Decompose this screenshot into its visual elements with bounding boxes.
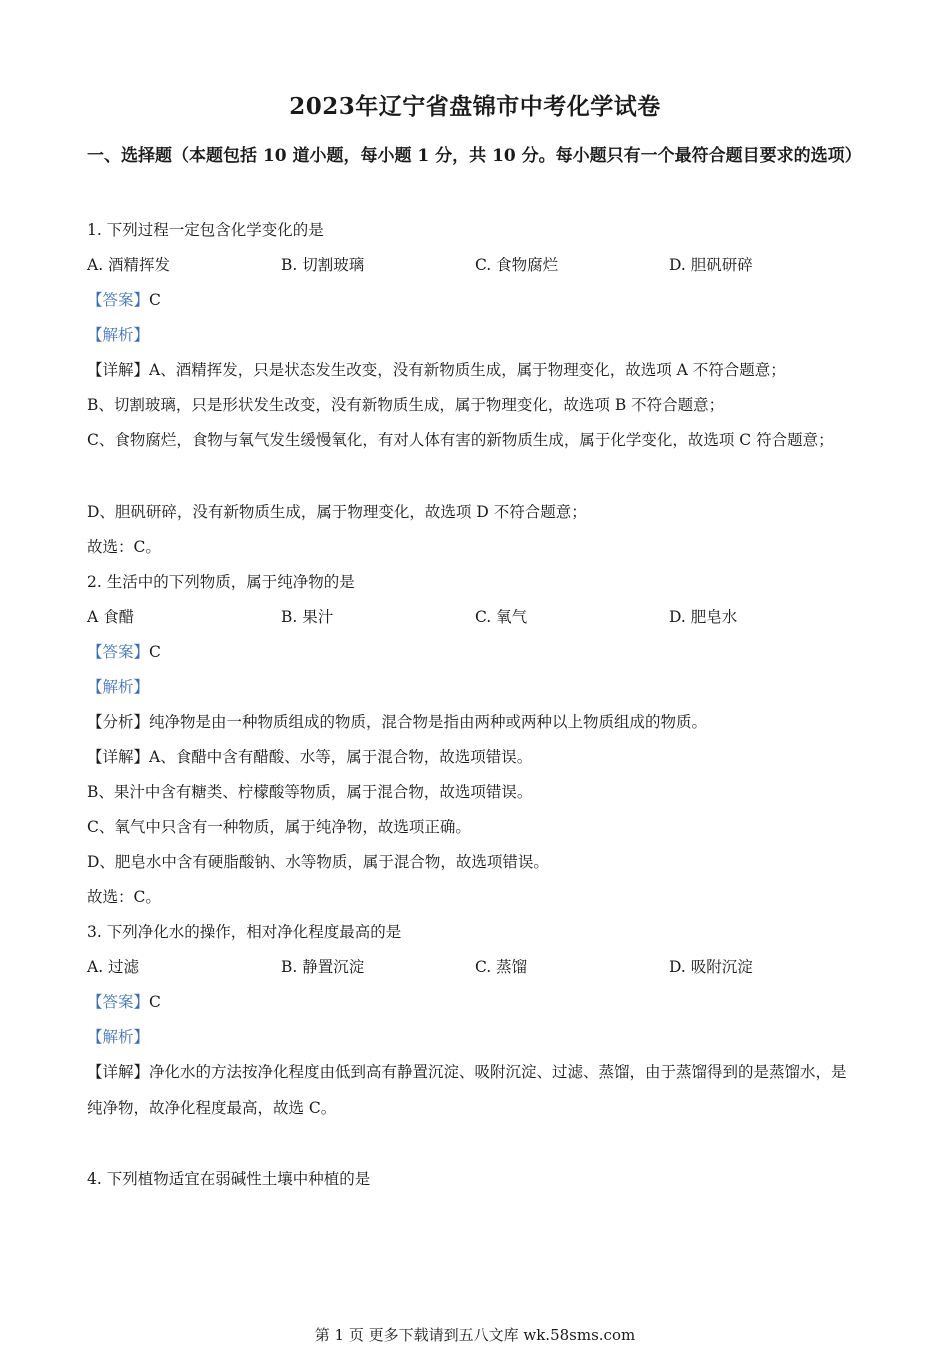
question-2: 2. 生活中的下列物质，属于纯净物的是: [87, 573, 355, 591]
page-footer: 第 1 页 更多下载请到五八文库 wk.58sms.com: [314, 1326, 636, 1344]
detail-tag: 【详解】: [87, 1063, 150, 1081]
question-4: 4. 下列植物适宜在弱碱性土壤中种植的是: [87, 1170, 371, 1188]
q1-detail-line: D、胆矾研碎，没有新物质生成，属于物理变化，故选项 D 不符合题意；: [87, 503, 587, 521]
q2-detail-line: D、肥皂水中含有硬脂酸钠、水等物质，属于混合物，故选项错误。: [87, 853, 549, 871]
q2-option-c: C. 氧气: [475, 608, 528, 626]
q1-answer: [87, 289, 161, 311]
answer-tag: 【答案】: [87, 993, 150, 1011]
q1-detail: [87, 359, 786, 381]
q3-detail-text: 净化水的方法按净化程度由低到高有静置沉淀、吸附沉淀、过滤、蒸馏，由于蒸馏得到的是蒸馏水，是纯净物，故净化程度最高，故选 C。: [87, 1063, 847, 1117]
fenxi-tag: 【分析】: [87, 713, 150, 731]
q2-fenxi: [87, 711, 707, 733]
q2-answer: [87, 641, 161, 663]
q2-option-b: B. 果汁: [281, 608, 334, 626]
question-3: 3. 下列净化水的操作，相对净化程度最高的是: [87, 923, 402, 941]
q2-analysis-tag: 【解析】: [87, 678, 150, 696]
answer-tag: 【答案】: [87, 291, 150, 309]
q1-option-a: A. 酒精挥发: [87, 256, 171, 274]
q3-option-d: D. 吸附沉淀: [669, 958, 753, 976]
q3-option-a: A. 过滤: [87, 958, 140, 976]
q1-option-d: D. 胆矾研碎: [669, 256, 753, 274]
q1-answer-value: C: [149, 291, 161, 309]
q3-answer-value: C: [149, 993, 161, 1011]
answer-tag: 【答案】: [87, 643, 150, 661]
q2-option-d: D. 肥皂水: [669, 608, 738, 626]
q2-detail-text: A、食醋中含有醋酸、水等，属于混合物，故选项错误。: [149, 748, 533, 766]
q2-detail: [87, 746, 532, 768]
q3-option-c: C. 蒸馏: [475, 958, 528, 976]
q1-detail-line: B、切割玻璃，只是形状发生改变，没有新物质生成，属于物理变化，故选项 B 不符合题意；: [87, 396, 725, 414]
detail-tag: 【详解】: [87, 748, 150, 766]
q3-analysis-tag: 【解析】: [87, 1028, 150, 1046]
section-heading: 一、选择题（本题包括 10 道小题，每小题 1 分，共 10 分。每小题只有一个最符合题目要求的选项）: [87, 146, 862, 166]
q1-conclusion: 故选：C。: [87, 538, 161, 556]
q3-answer: [87, 991, 161, 1013]
detail-tag: 【详解】: [87, 361, 150, 379]
q2-fenxi-text: 纯净物是由一种物质组成的物质，混合物是指由两种或两种以上物质组成的物质。: [149, 713, 708, 731]
q1-option-c: C. 食物腐烂: [475, 256, 559, 274]
q1-detail-line: C、食物腐烂，食物与氧气发生缓慢氧化，有对人体有害的新物质生成，属于化学变化，故选项 C 符合题意；: [87, 431, 834, 449]
q2-answer-value: C: [149, 643, 161, 661]
q3-detail: [87, 1054, 862, 1126]
q2-detail-line: C、氧气中只含有一种物质，属于纯净物，故选项正确。: [87, 818, 471, 836]
question-1: 1. 下列过程一定包含化学变化的是: [87, 221, 324, 239]
q2-conclusion: 故选：C。: [87, 888, 161, 906]
page-title: 2023年辽宁省盘锦市中考化学试卷: [289, 93, 661, 120]
q2-detail-line: B、果汁中含有糖类、柠檬酸等物质，属于混合物，故选项错误。: [87, 783, 533, 801]
q1-option-b: B. 切割玻璃: [281, 256, 365, 274]
q1-analysis-tag: 【解析】: [87, 326, 150, 344]
q2-option-a: A 食醋: [87, 608, 135, 626]
q3-option-b: B. 静置沉淀: [281, 958, 365, 976]
q1-detail-text: A、酒精挥发，只是状态发生改变，没有新物质生成，属于物理变化，故选项 A 不符合题意；: [149, 361, 786, 379]
